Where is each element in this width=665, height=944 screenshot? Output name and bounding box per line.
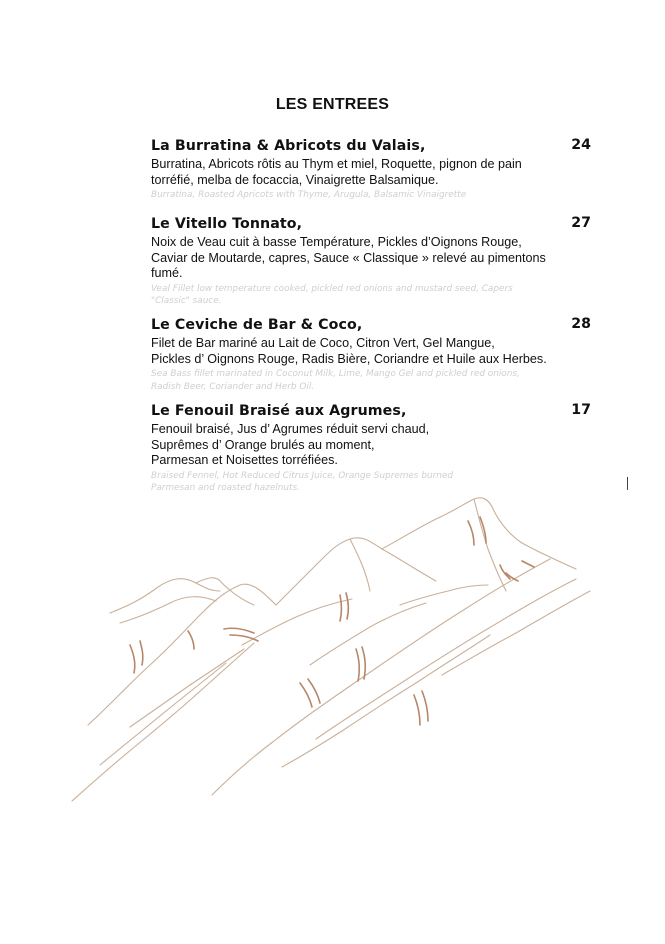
- description-line: Caviar de Moutarde, capres, Sauce « Classique » relevé au pimentons: [151, 250, 546, 265]
- english-line: Braised Fennel, Hot Reduced Citrus Juice, Orange Supremes burned: [151, 470, 453, 481]
- description-line: fumé.: [151, 266, 183, 280]
- description-line: Suprêmes d’ Orange brulés au moment,: [151, 437, 375, 452]
- menu-item-description: [151, 235, 591, 282]
- description-line: Fenouil braisé, Jus d’ Agrumes réduit servi chaud,: [151, 422, 430, 436]
- menu-item-name: Le Ceviche de Bar & Coco,: [151, 317, 363, 333]
- menu-item-header: [151, 316, 591, 336]
- menu-item-english: [151, 283, 591, 308]
- menu-item-fenouil: [151, 402, 591, 495]
- menu-item-name: Le Fenouil Braisé aux Agrumes,: [151, 403, 407, 419]
- menu-item-description: [151, 336, 591, 367]
- text-cursor-mark: [627, 477, 628, 490]
- english-line: Radish Beer, Coriander and Herb Oil.: [151, 381, 315, 392]
- menu-item-price: 24: [571, 137, 591, 153]
- description-line: Burratina, Abricots rôtis au Thym et miel, Roquette, pignon de pain: [151, 157, 522, 171]
- menu-item-price: 27: [571, 215, 591, 231]
- description-line: torréfié, melba de focaccia, Vinaigrette Balsamique.: [151, 172, 439, 187]
- mountain-illustration-icon: [70, 495, 600, 810]
- menu-item-description: [151, 422, 591, 469]
- menu-item-english: [151, 189, 591, 202]
- english-line: "Classic" sauce.: [151, 296, 222, 306]
- menu-item-burratina: [151, 137, 591, 202]
- english-line: Sea Bass fillet marinated in Coconut Milk, Lime, Mango Gel and pickled red onions,: [151, 369, 520, 379]
- description-line: Noix de Veau cuit à basse Température, Pickles d’Oignons Rouge,: [151, 235, 522, 249]
- menu-item-header: [151, 215, 591, 235]
- menu-item-name: Le Vitello Tonnato,: [151, 216, 303, 232]
- menu-item-price: 17: [571, 402, 591, 418]
- menu-item-english: [151, 368, 591, 393]
- english-line: Parmesan and roasted hazelnuts.: [151, 483, 300, 493]
- description-line: Parmesan et Noisettes torréfiées.: [151, 453, 338, 467]
- menu-item-price: 28: [571, 316, 591, 332]
- menu-item-header: [151, 137, 591, 157]
- menu-item-name: La Burratina & Abricots du Valais,: [151, 138, 426, 154]
- description-line: Pickles d’ Oignons Rouge, Radis Bière, Coriandre et Huile aux Herbes.: [151, 351, 547, 366]
- english-line: Veal Fillet low temperature cooked, pickled red onions and mustard seed, Capers: [151, 283, 513, 294]
- menu-item-ceviche: [151, 316, 591, 393]
- menu-item-english: [151, 470, 591, 495]
- description-line: Filet de Bar mariné au Lait de Coco, Citron Vert, Gel Mangue,: [151, 336, 495, 350]
- menu-item-header: [151, 402, 591, 422]
- english-line: Burratina, Roasted Apricots with Thyme, Arugula, Balsamic Vinaigrette: [151, 190, 467, 200]
- page-title: LES ENTREES: [275, 96, 390, 113]
- menu-item-description: [151, 157, 591, 188]
- menu-item-vitello: [151, 215, 591, 308]
